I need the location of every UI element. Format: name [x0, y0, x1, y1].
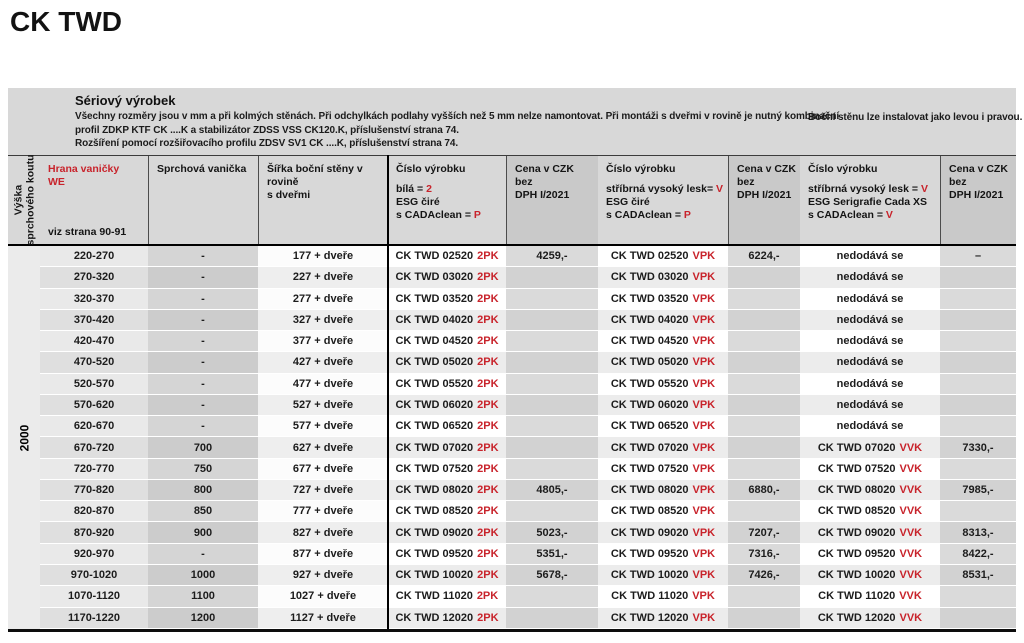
width-cell: 677 + dveře: [258, 459, 388, 480]
product-code-white-cell: CK TWD 05020 2PK: [388, 352, 506, 373]
price-silver-cell: [728, 459, 800, 480]
price-white-cell: 4259,-: [506, 246, 598, 267]
price-white-cell: 5351,-: [506, 544, 598, 565]
range-cell: 920-970: [40, 544, 148, 565]
price-white-cell: [506, 437, 598, 458]
intro-band: [8, 88, 1023, 155]
divider-vertical: [387, 155, 389, 630]
width-cell: 1127 + dveře: [258, 608, 388, 629]
product-code-silver-cell: CK TWD 02520 VPK: [598, 246, 728, 267]
header-tray-edge: [40, 156, 148, 244]
price-serigrafie-cell: [940, 395, 1016, 416]
height-value: 2000: [16, 424, 31, 451]
range-cell: 270-320: [40, 267, 148, 288]
price-serigrafie-cell: [940, 352, 1016, 373]
product-code-silver-cell: CK TWD 09520 VPK: [598, 544, 728, 565]
tray-cell: -: [148, 267, 258, 288]
tray-cell: -: [148, 395, 258, 416]
product-code-white-cell: CK TWD 07020 2PK: [388, 437, 506, 458]
tray-cell: -: [148, 246, 258, 267]
price-serigrafie-cell: [940, 267, 1016, 288]
price-serigrafie-cell: [940, 586, 1016, 607]
range-cell: 520-570: [40, 374, 148, 395]
product-code-white-cell: CK TWD 08020 2PK: [388, 480, 506, 501]
tray-cell: 900: [148, 522, 258, 543]
height-strip: [8, 246, 40, 629]
header-product-white: Číslo výrobku bílá = 2 ESG čiré s CADAclean = P: [388, 156, 506, 244]
price-silver-cell: 7316,-: [728, 544, 800, 565]
price-white-cell: [506, 459, 598, 480]
price-silver-cell: [728, 586, 800, 607]
price-serigrafie-cell: [940, 608, 1016, 629]
range-cell: 770-820: [40, 480, 148, 501]
price-silver-cell: [728, 267, 800, 288]
header-tray-edge-note: viz strana 90-91: [48, 226, 127, 238]
product-code-serigrafie-cell: CK TWD 07020 VVK: [800, 437, 940, 458]
product-code-serigrafie-cell: CK TWD 09520 VVK: [800, 544, 940, 565]
product-code-white-cell: CK TWD 12020 2PK: [388, 608, 506, 629]
product-code-serigrafie-cell: CK TWD 07520 VVK: [800, 459, 940, 480]
price-silver-cell: [728, 416, 800, 437]
price-silver-cell: 7207,-: [728, 522, 800, 543]
product-code-serigrafie-cell: CK TWD 10020 VVK: [800, 565, 940, 586]
price-serigrafie-cell: [940, 459, 1016, 480]
price-silver-cell: [728, 310, 800, 331]
product-code-white-cell: CK TWD 10020 2PK: [388, 565, 506, 586]
product-code-silver-cell: CK TWD 12020 VPK: [598, 608, 728, 629]
price-white-cell: [506, 374, 598, 395]
price-silver-cell: 7426,-: [728, 565, 800, 586]
header-tray: Sprchová vanička: [148, 156, 258, 244]
intro-line-3: Rozšíření pomocí rozšiřovacího profilu ZDSV SV1 CK ....K, příslušenství strana 74.: [75, 138, 459, 149]
product-code-serigrafie-cell: nedodává se: [800, 267, 940, 288]
table-header: [8, 155, 1016, 246]
price-white-cell: 4805,-: [506, 480, 598, 501]
header-product-serigrafie: Číslo výrobku stříbrná vysoký lesk = V ESG Serigrafie Cada XS s CADAclean = V: [800, 156, 940, 244]
product-code-silver-cell: CK TWD 07020 VPK: [598, 437, 728, 458]
price-serigrafie-cell: [940, 374, 1016, 395]
price-serigrafie-cell: [940, 416, 1016, 437]
width-cell: 777 + dveře: [258, 501, 388, 522]
width-cell: 327 + dveře: [258, 310, 388, 331]
intro-line-1: Všechny rozměry jsou v mm a při kolmých stěnách. Při odchylkách podlahy vyšších než 5 mm nelze namontovat. Při montáži s dveřmi v rovině je nutný kombinační: [75, 111, 840, 122]
product-code-serigrafie-cell: nedodává se: [800, 352, 940, 373]
width-cell: 927 + dveře: [258, 565, 388, 586]
price-silver-cell: [728, 374, 800, 395]
intro-line-2: profil ZDKP KTF CK ....K a stabilizátor ZDSS VSS CK120.K, příslušenství strana 74.: [75, 124, 459, 136]
product-code-silver-cell: CK TWD 11020 VPK: [598, 586, 728, 607]
header-price-3: Cena v CZK bez DPH I/2021: [940, 156, 1016, 244]
product-code-serigrafie-cell: CK TWD 11020 VVK: [800, 586, 940, 607]
product-code-white-cell: CK TWD 08520 2PK: [388, 501, 506, 522]
price-silver-cell: [728, 352, 800, 373]
product-code-serigrafie-cell: nedodává se: [800, 289, 940, 310]
price-serigrafie-cell: [940, 289, 1016, 310]
price-white-cell: [506, 416, 598, 437]
side-note: Boční stěnu lze instalovat jako levou i pravou.: [808, 112, 1023, 123]
range-cell: 570-620: [40, 395, 148, 416]
product-code-silver-cell: CK TWD 06020 VPK: [598, 395, 728, 416]
product-code-white-cell: CK TWD 09020 2PK: [388, 522, 506, 543]
product-code-silver-cell: CK TWD 03020 VPK: [598, 267, 728, 288]
price-silver-cell: [728, 289, 800, 310]
product-code-white-cell: CK TWD 04020 2PK: [388, 310, 506, 331]
price-serigrafie-cell: [940, 501, 1016, 522]
product-code-serigrafie-cell: CK TWD 08520 VVK: [800, 501, 940, 522]
price-silver-cell: [728, 608, 800, 629]
product-code-white-cell: CK TWD 11020 2PK: [388, 586, 506, 607]
price-white-cell: [506, 395, 598, 416]
product-code-white-cell: CK TWD 04520 2PK: [388, 331, 506, 352]
price-silver-cell: [728, 437, 800, 458]
product-code-white-cell: CK TWD 09520 2PK: [388, 544, 506, 565]
width-cell: 577 + dveře: [258, 416, 388, 437]
tray-cell: -: [148, 289, 258, 310]
product-code-silver-cell: CK TWD 05020 VPK: [598, 352, 728, 373]
price-white-cell: [506, 352, 598, 373]
tray-cell: 1000: [148, 565, 258, 586]
product-code-serigrafie-cell: CK TWD 09020 VVK: [800, 522, 940, 543]
header-height-label: Výška sprchového koutu: [12, 154, 37, 246]
product-code-silver-cell: CK TWD 07520 VPK: [598, 459, 728, 480]
price-serigrafie-cell: [940, 310, 1016, 331]
product-code-white-cell: CK TWD 05520 2PK: [388, 374, 506, 395]
tray-cell: -: [148, 310, 258, 331]
header-height: [8, 156, 40, 244]
header-product-silver: Číslo výrobku stříbrná vysoký lesk= V ESG čiré s CADAclean = P: [598, 156, 728, 244]
price-silver-cell: 6224,-: [728, 246, 800, 267]
tray-cell: 700: [148, 437, 258, 458]
tray-cell: 750: [148, 459, 258, 480]
width-cell: 377 + dveře: [258, 331, 388, 352]
range-cell: 420-470: [40, 331, 148, 352]
tray-cell: -: [148, 374, 258, 395]
tray-cell: -: [148, 352, 258, 373]
product-code-silver-cell: CK TWD 06520 VPK: [598, 416, 728, 437]
product-code-white-cell: CK TWD 03020 2PK: [388, 267, 506, 288]
price-serigrafie-cell: 7330,-: [940, 437, 1016, 458]
price-white-cell: [506, 608, 598, 629]
page-title: CK TWD: [10, 6, 122, 37]
width-cell: 877 + dveře: [258, 544, 388, 565]
price-serigrafie-cell: 8531,-: [940, 565, 1016, 586]
price-white-cell: [506, 310, 598, 331]
intro-title: Sériový výrobek: [75, 93, 176, 108]
price-serigrafie-cell: [940, 331, 1016, 352]
width-cell: 177 + dveře: [258, 246, 388, 267]
product-code-silver-cell: CK TWD 03520 VPK: [598, 289, 728, 310]
tray-cell: -: [148, 544, 258, 565]
width-cell: 827 + dveře: [258, 522, 388, 543]
tray-cell: 850: [148, 501, 258, 522]
width-cell: 627 + dveře: [258, 437, 388, 458]
price-white-cell: [506, 331, 598, 352]
range-cell: 1170-1220: [40, 608, 148, 629]
width-cell: 527 + dveře: [258, 395, 388, 416]
price-white-cell: 5023,-: [506, 522, 598, 543]
price-white-cell: [506, 267, 598, 288]
price-serigrafie-cell: 8313,-: [940, 522, 1016, 543]
product-code-silver-cell: CK TWD 05520 VPK: [598, 374, 728, 395]
product-code-serigrafie-cell: nedodává se: [800, 374, 940, 395]
price-silver-cell: [728, 331, 800, 352]
range-cell: 220-270: [40, 246, 148, 267]
range-cell: 870-920: [40, 522, 148, 543]
price-serigrafie-cell: 7985,-: [940, 480, 1016, 501]
product-code-white-cell: CK TWD 02520 2PK: [388, 246, 506, 267]
price-serigrafie-cell: –: [940, 246, 1016, 267]
tray-cell: 800: [148, 480, 258, 501]
range-cell: 470-520: [40, 352, 148, 373]
product-code-silver-cell: CK TWD 10020 VPK: [598, 565, 728, 586]
product-code-white-cell: CK TWD 06520 2PK: [388, 416, 506, 437]
width-cell: 277 + dveře: [258, 289, 388, 310]
product-code-serigrafie-cell: nedodává se: [800, 246, 940, 267]
product-code-serigrafie-cell: CK TWD 08020 VVK: [800, 480, 940, 501]
range-cell: 620-670: [40, 416, 148, 437]
product-code-serigrafie-cell: nedodává se: [800, 310, 940, 331]
price-white-cell: 5678,-: [506, 565, 598, 586]
price-silver-cell: [728, 501, 800, 522]
price-silver-cell: [728, 395, 800, 416]
price-white-cell: [506, 501, 598, 522]
width-cell: 227 + dveře: [258, 267, 388, 288]
product-code-silver-cell: CK TWD 08520 VPK: [598, 501, 728, 522]
header-tray-edge-title: Hrana vaničky WE: [48, 163, 120, 188]
width-cell: 427 + dveře: [258, 352, 388, 373]
product-code-white-cell: CK TWD 03520 2PK: [388, 289, 506, 310]
product-code-silver-cell: CK TWD 09020 VPK: [598, 522, 728, 543]
product-code-serigrafie-cell: nedodává se: [800, 331, 940, 352]
table-bottom-border: [8, 629, 1016, 632]
price-white-cell: [506, 586, 598, 607]
width-cell: 1027 + dveře: [258, 586, 388, 607]
product-code-silver-cell: CK TWD 04520 VPK: [598, 331, 728, 352]
range-cell: 970-1020: [40, 565, 148, 586]
price-serigrafie-cell: 8422,-: [940, 544, 1016, 565]
range-cell: 670-720: [40, 437, 148, 458]
table-body: [40, 246, 1016, 629]
header-width: Šířka boční stěny v rovině s dveřmi: [258, 156, 388, 244]
product-code-silver-cell: CK TWD 08020 VPK: [598, 480, 728, 501]
tray-cell: -: [148, 331, 258, 352]
header-price-1: Cena v CZK bez DPH I/2021: [506, 156, 598, 244]
range-cell: 1070-1120: [40, 586, 148, 607]
product-code-white-cell: CK TWD 07520 2PK: [388, 459, 506, 480]
tray-cell: 1100: [148, 586, 258, 607]
product-code-serigrafie-cell: nedodává se: [800, 416, 940, 437]
width-cell: 477 + dveře: [258, 374, 388, 395]
width-cell: 727 + dveře: [258, 480, 388, 501]
product-code-white-cell: CK TWD 06020 2PK: [388, 395, 506, 416]
range-cell: 320-370: [40, 289, 148, 310]
tray-cell: -: [148, 416, 258, 437]
price-silver-cell: 6880,-: [728, 480, 800, 501]
price-white-cell: [506, 289, 598, 310]
range-cell: 370-420: [40, 310, 148, 331]
product-code-silver-cell: CK TWD 04020 VPK: [598, 310, 728, 331]
range-cell: 820-870: [40, 501, 148, 522]
range-cell: 720-770: [40, 459, 148, 480]
tray-cell: 1200: [148, 608, 258, 629]
header-price-2: Cena v CZK bez DPH I/2021: [728, 156, 800, 244]
product-code-serigrafie-cell: nedodává se: [800, 395, 940, 416]
product-code-serigrafie-cell: CK TWD 12020 VVK: [800, 608, 940, 629]
